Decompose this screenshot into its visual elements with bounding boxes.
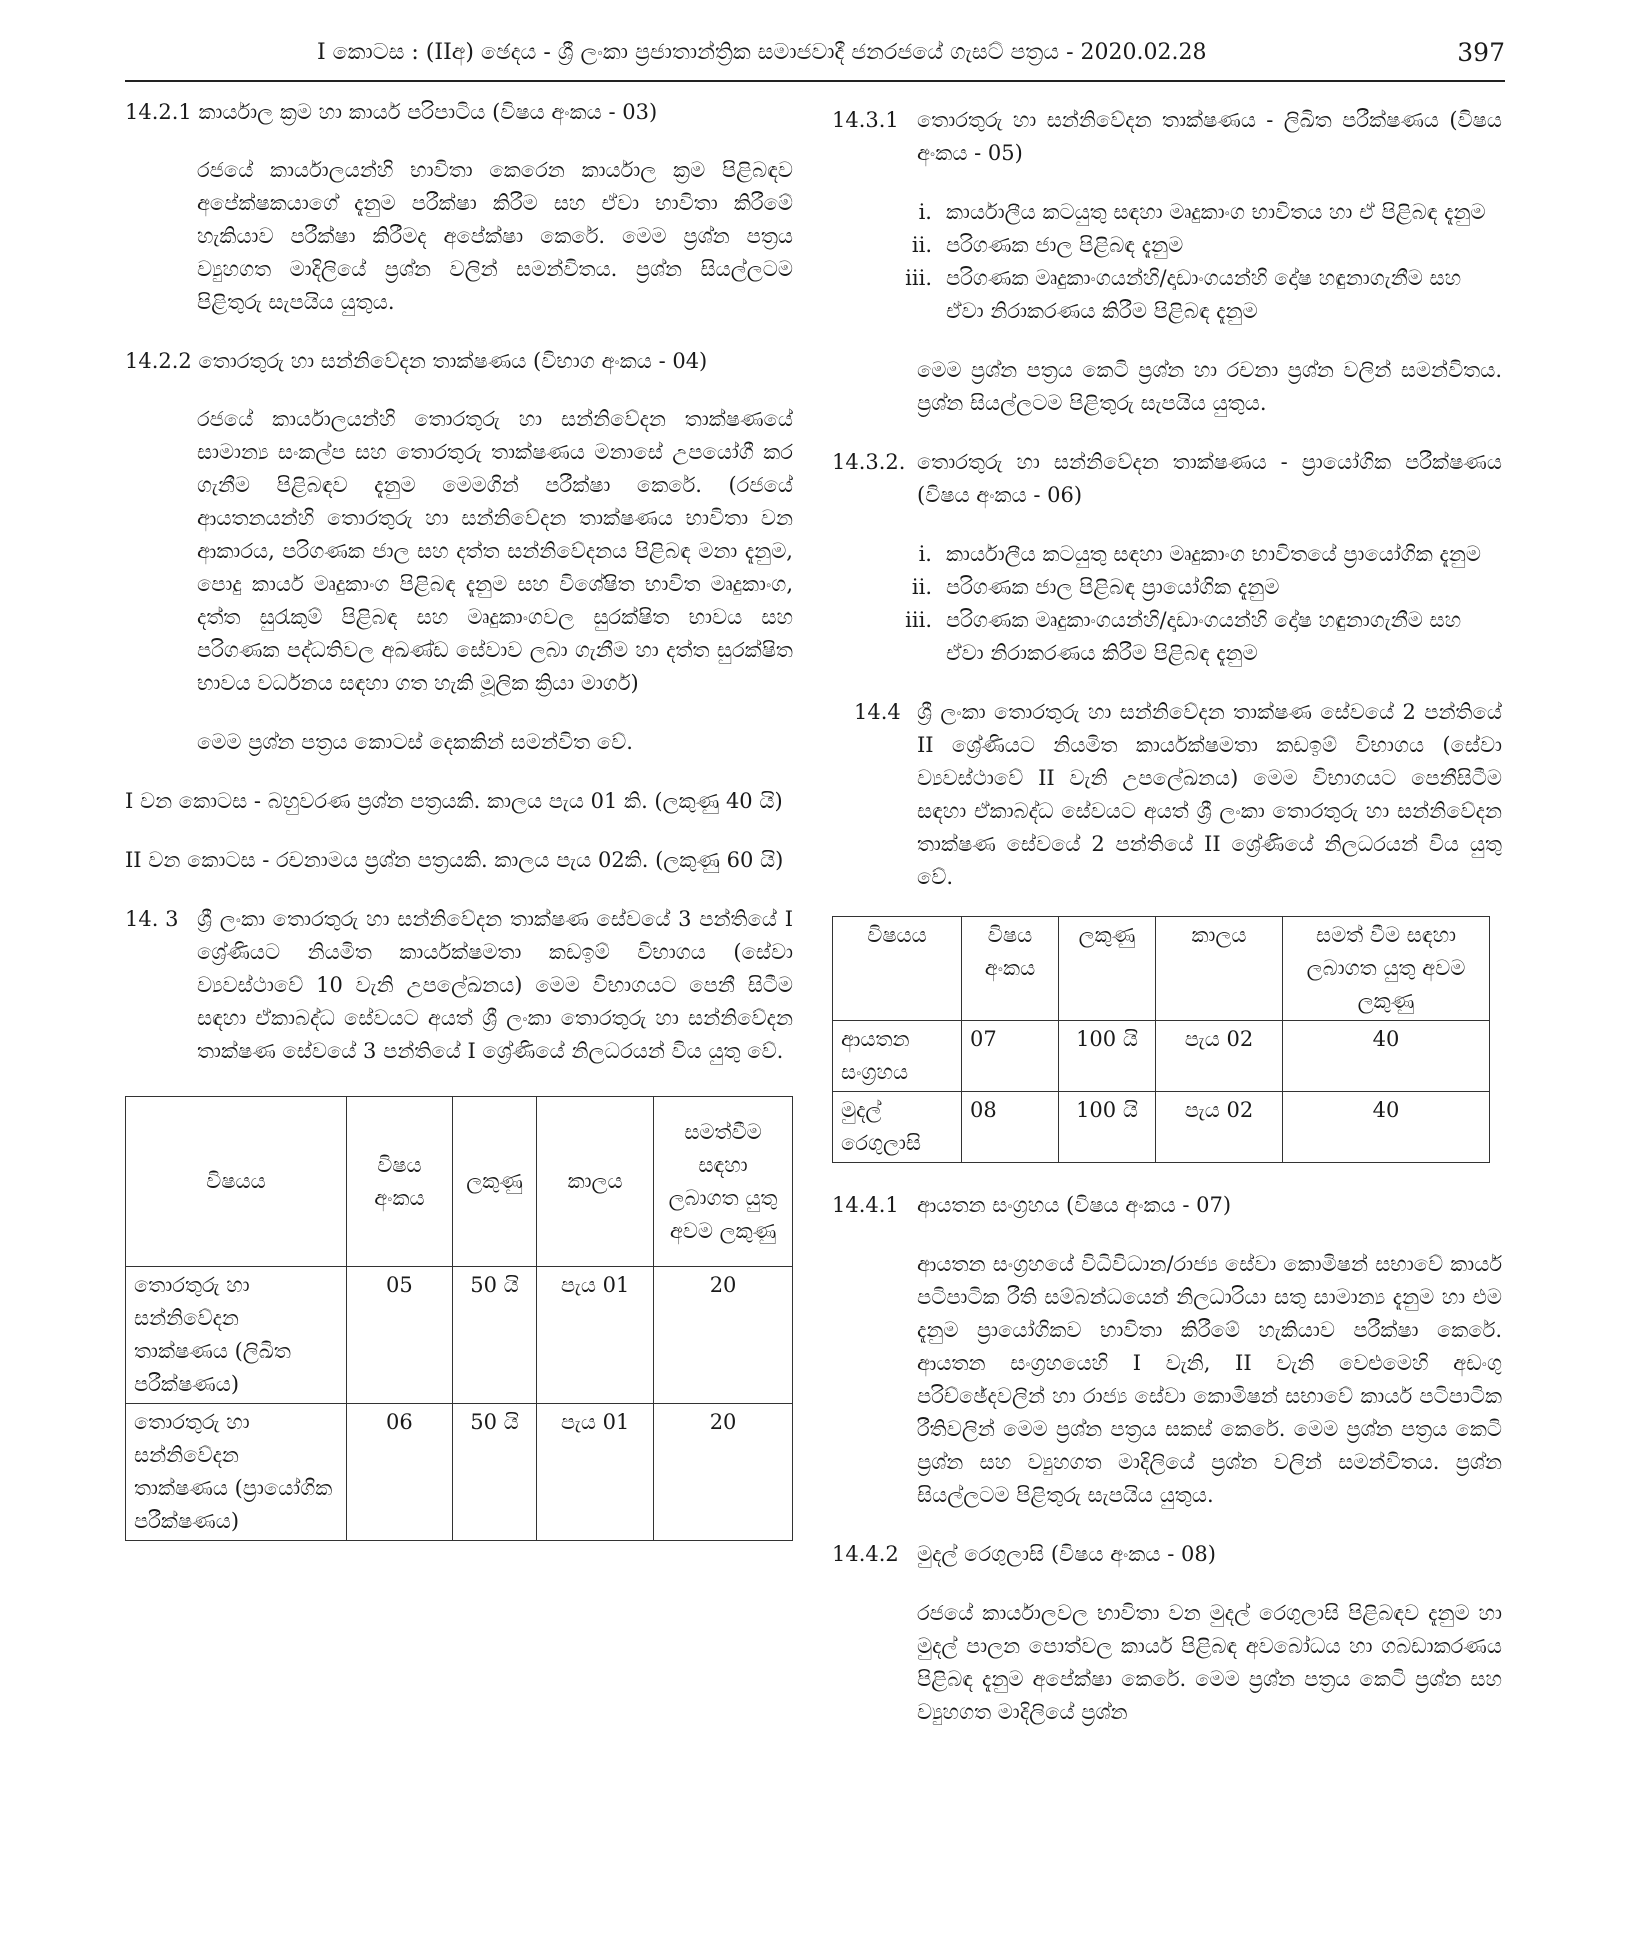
cell-pass-marks: 40 [1283,1021,1490,1092]
col-header-pass-marks: සමත්වීම සඳහා ලබාගත යුතු අවම ලකුණු [654,1097,793,1267]
page-header [125,30,1505,82]
cell-duration: පැය 02 [1156,1092,1283,1163]
cell-subject-number: 08 [962,1092,1059,1163]
list-item [832,262,1502,328]
section-14-3 [125,903,793,1068]
col-header-pass-marks: සමත් වීම සඳහා ලබාගත යුතු අවම ලකුණු [1283,917,1490,1021]
cell-marks: 50 යි [452,1404,536,1541]
section-14-4-2 [832,1538,1502,1571]
cell-marks: 100 යි [1059,1021,1156,1092]
cell-marks: 100 යි [1059,1092,1156,1163]
section-14-4-1-heading: ආයතන සංග්‍රහය (විෂය අංකය - 07) [917,1193,1232,1217]
list-item-number: i. [918,200,932,224]
part-one-description: I වන කොටස - බහුවරණ ප්‍රශ්න පත්‍රයකි. කාලය පැය 01 කි. (ලකුණු 40 යි) [125,789,783,813]
cell-duration: පැය 01 [537,1404,654,1541]
cell-subject: මුදල් රෙගුලාසි [833,1092,962,1163]
col-header-subject: විෂයය [126,1097,347,1267]
col-header-subject: විෂයය [833,917,962,1021]
right-column [832,104,1502,1729]
list-item-text: පරිගණක මෘදුකාංගයන්හි/දෘඩාංගයන්හි දෝෂ හඳුනාගැනීම සහ ඒවා නිරාකරණය කිරීම පිළිබඳ දැනුම [946,266,1462,323]
list-item-text: පරිගණක මෘදුකාංගයන්හි/දෘඩාංගයන්හි දෝෂ හඳුනාගැනීම සහ ඒවා නිරාකරණය කිරීම පිළිබඳ දැනුම [946,608,1462,665]
part-two-description: II වන කොටස - රචනාමය ප්‍රශ්න පත්‍රයකි. කාලය පැය 02කි. (ලකුණු 60 යි) [125,848,784,872]
cell-duration: පැය 02 [1156,1021,1283,1092]
list-item [832,229,1502,262]
section-14-4-2-body: රජයේ කාර්යාලවල භාවිතා වන මුදල් රෙගුලාසි පිළිබඳව දැනුම හා මුදල් පාලන පොත්වල කාර්ය පිළිබඳ අවබෝධය හා ගබඩාකරණය පිළිබඳ දැනුම අපේක්ෂා කෙරේ. මෙම ප්‍රශ්න පත්‍රය කෙටි ප්‍රශ්න සහ ව්‍යුහගත මාදිලියේ ප්‍රශ්න [917,1601,1502,1724]
cell-subject: ආයතන සංග්‍රහය [833,1021,962,1092]
table-header-row [126,1097,793,1267]
section-14-3-1-heading: තොරතුරු හා සන්නිවේදන තාක්ෂණය - ලිඛිත පරීක්ෂණය (විෂය අංකය - 05) [917,108,1502,165]
cell-duration: පැය 01 [537,1267,654,1404]
cell-pass-marks: 20 [654,1267,793,1404]
list-item-number: iii. [905,266,932,290]
section-14-4-2-heading: මුදල් රෙගුලාසි (විෂය අංකය - 08) [917,1542,1216,1566]
col-header-subject-number: විෂය අංකය [962,917,1059,1021]
section-14-3-1 [832,104,1502,170]
list-item-text: කාර්යාලීය කටයුතු සඳහා මෘදුකාංග භාවිතය හා ඒ පිළිබඳ දැනුම [946,200,1486,224]
list-item [832,196,1502,229]
section-14-4-2-number: 14.4.2 [832,1542,899,1566]
list-item-text: පරිගණක ජාල පිළිබඳ ප්‍රායෝගික දැනුම [946,575,1280,599]
section-14-2-2-heading: 14.2.2 තොරතුරු හා සන්නිවේදන තාක්ෂණය (විභාග අංකය - 04) [125,349,708,373]
section-14-4 [832,696,1502,894]
list-item-text: පරිගණක ජාල පිළිබඳ දැනුම [946,233,1184,257]
col-header-marks: ලකුණු [452,1097,536,1267]
col-header-marks: ලකුණු [1059,917,1156,1021]
cell-pass-marks: 20 [654,1404,793,1541]
section-14-2-1-body: රජයේ කාර්යාලයන්හි භාවිතා කෙරෙන කාර්යාල ක්‍රම පිළිබඳව අපේක්ෂකයාගේ දැනුම පරීක්ෂා කිරීම සහ ඒවා භාවිතා කිරීමේ හැකියාව පරීක්ෂා කිරීමද අපේක්ෂා කෙරේ. මෙම ප්‍රශ්න පත්‍රය ව්‍යුහගත මාදිලියේ ප්‍රශ්න වලින් සමන්විතය. ප්‍රශ්න සියල්ලටම පිළිතුරු සැපයිය යුතුය. [197,158,793,314]
exam-table-class2 [832,916,1490,1163]
section-14-3-1-list [832,196,1502,328]
cell-subject: තොරතුරු හා සන්නිවේදන තාක්ෂණය (ප්‍රායෝගික පරීක්ෂණය) [126,1404,347,1541]
list-item [832,571,1502,604]
header-title: I කොටස : (IIඅ) ඡෙදය - ශ්‍රී ලංකා ප්‍රජාතාන්ත්‍රික සමාජවාදී ජනරජයේ ගැසට් පත්‍රය - 2020.02.28 [317,40,1207,65]
exam-table-class3 [125,1096,793,1541]
page-number: 397 [1457,38,1505,67]
section-14-3-2-list [832,538,1502,670]
section-14-4-body: ශ්‍රී ලංකා තොරතුරු හා සන්නිවේදන තාක්ෂණ සේවයේ 2 පන්තියේ II ශ්‍රේණියට නියමිත කාර්යක්ෂමතා කඩඉම් විභාගය (සේවා ව්‍යවස්ථාවේ II වැනි උපලේඛනය) මෙම විභාගයට පෙනීසිටීම සඳහා ඒකාබද්ධ සේවයට අයත් ශ්‍රී ලංකා තොරතුරු හා සන්නිවේදන තාක්ෂණ සේවයේ 2 පන්තියේ II ශ්‍රේණියේ නිලධරයන් විය යුතු වේ. [917,700,1502,889]
cell-subject: තොරතුරු හා සන්නිවේදන තාක්ෂණය (ලිඛිත පරීක්ෂණය) [126,1267,347,1404]
section-14-4-1-body: ආයතන සංග්‍රහයේ විධිවිධාන/රාජ්‍ය සේවා කොමිෂන් සභාවේ කාර්ය පටිපාටික රීති සම්බන්ධයෙන් නිලධාරියා සතු සාමාන්‍ය දැනුම හා එම දැනුම ප්‍රායෝගිකව භාවිතා කිරීමේ හැකියාව පරීක්ෂා කෙරේ. ආයතන සංග්‍රහයෙහි I වැනි, II වැනි වෙළුමෙහි අඩංගු පරිච්ඡේදවලින් හා රාජ්‍ය සේවා කොමිෂන් සභාවේ කාර්ය පටිපාටික රීතිවලින් මෙම ප්‍රශ්න පත්‍රය සකස් කෙරේ. මෙම ප්‍රශ්න පත්‍රය කෙටි ප්‍රශ්න සහ ව්‍යුහගත මාදිලියේ ප්‍රශ්න වලින් සමන්විතය. ප්‍රශ්න සියල්ලටම පිළිතුරු සැපයිය යුතුය. [917,1252,1502,1507]
section-14-4-number: 14.4 [854,700,901,724]
section-14-2-2-parts: මෙම ප්‍රශ්න පත්‍රය කොටස් දෙකකින් සමන්විත වේ. [197,730,633,754]
list-item-number: iii. [905,608,932,632]
col-header-duration: කාලය [537,1097,654,1267]
section-14-3-number: 14. 3 [125,907,179,931]
section-14-3-2-heading: තොරතුරු හා සන්නිවේදන තාක්ෂණය - ප්‍රායෝගික පරීක්ෂණය (විෂය අංකය - 06) [917,450,1502,507]
table-row [833,1021,1490,1092]
list-item [832,604,1502,670]
cell-subject-number: 05 [346,1267,452,1404]
list-item-number: i. [918,542,932,566]
list-item [832,538,1502,571]
section-14-3-1-number: 14.3.1 [832,108,899,132]
section-14-4-1 [832,1189,1502,1222]
list-item-text: කාර්යාලීය කටයුතු සඳහා මෘදුකාංග භාවිතයේ ප්‍රායෝගික දැනුම [946,542,1481,566]
section-14-2-2-body: රජයේ කාර්යාලයන්හි තොරතුරු හා සන්නිවේදන තාක්ෂණයේ සාමාන්‍ය සංකල්ප සහ තොරතුරු තාක්ෂණය මනාසේ උපයෝගී කර ගැනීම පිළිබඳව දැනුම මෙමගින් පරීක්ෂා කෙරේ. (රජයේ ආයතනයන්හි තොරතුරු හා සන්නිවේදන තාක්ෂණය භාවිතා වන ආකාරය, පරිගණක ජාල සහ දත්ත සන්නිවේදනය පිළිබඳ මනා දැනුම, පොදු කාර්ය මෘදුකාංග පිළිබඳ දැනුම සහ විශේෂිත භාවිත මෘදුකාංග, දත්ත සුරැකුම් පිළිබඳ සහ මෘදුකාංගවල සුරක්ෂිත භාවය සහ පරිගණක පද්ධතිවල අඛණ්ඩ සේවාව ලබා ගැනීම හා දත්ත සුරක්ෂිත භාවය වර්ධනය සඳහා ගත හැකි මූලික ක්‍රියා මාර්ග) [197,407,793,695]
table-row [126,1267,793,1404]
section-14-3-2 [832,446,1502,512]
table-row [833,1092,1490,1163]
table-row [126,1404,793,1541]
section-14-3-body: ශ්‍රී ලංකා තොරතුරු හා සන්නිවේදන තාක්ෂණ සේවයේ 3 පන්තියේ I ශ්‍රේණියට නියමිත කාර්යක්ෂමතා කඩඉම් විභාගය (සේවා ව්‍යවස්ථාවේ 10 වැනි උපලේඛනය) මෙම විභාගයට පෙනී සිටීම සඳහා ඒකාබද්ධ සේවයට අයත් ශ්‍රී ලංකා තොරතුරු හා සන්නිවේදන තාක්ෂණ සේවයේ 3 පන්තියේ I ශ්‍රේණියේ නිලධරයන් විය යුතු වේ. [197,907,793,1063]
col-header-duration: කාලය [1156,917,1283,1021]
cell-subject-number: 07 [962,1021,1059,1092]
cell-pass-marks: 40 [1283,1092,1490,1163]
table-header-row [833,917,1490,1021]
section-14-3-1-body: මෙම ප්‍රශ්න පත්‍රය කෙටි ප්‍රශ්න හා රචනා ප්‍රශ්න වලින් සමන්විතය. ප්‍රශ්න සියල්ලටම පිළිතුරු සැපයිය යුතුය. [917,358,1502,415]
list-item-number: ii. [911,233,932,257]
left-column [125,92,793,1541]
section-14-2-1-heading: 14.2.1 කාර්යාල ක්‍රම හා කාර්ය පරිපාටිය (විෂය අංකය - 03) [125,100,658,124]
col-header-subject-number: විෂය අංකය [346,1097,452,1267]
section-14-3-2-number: 14.3.2. [832,450,906,474]
cell-subject-number: 06 [346,1404,452,1541]
cell-marks: 50 යි [452,1267,536,1404]
section-14-4-1-number: 14.4.1 [832,1193,899,1217]
list-item-number: ii. [911,575,932,599]
